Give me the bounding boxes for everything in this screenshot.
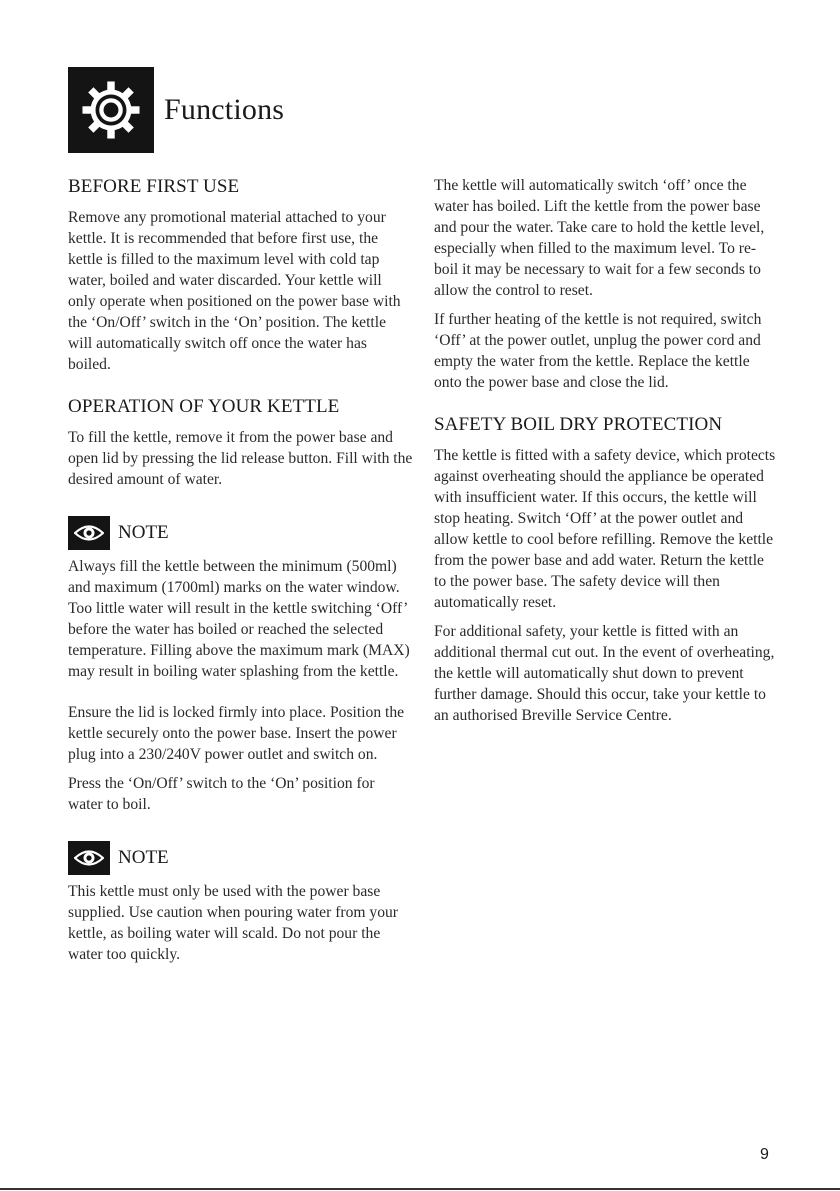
operation-text: To fill the kettle, remove it from the power base and open lid by pressing the lid release button. Fill with the desired amount of water. — [68, 429, 413, 488]
auto-switch-off-text: The kettle will automatically switch ‘off’ once the water has boiled. Lift the kettle from the power base and pour the water. Take care to hold the kettle level, especially when filled to the maximum level. To re-boil it may be necessary to wait for a few seconds to allow the control to reset. — [434, 177, 765, 299]
eye-icon — [74, 523, 104, 543]
gear-icon — [80, 79, 142, 141]
left-column — [68, 175, 413, 965]
footer-divider — [0, 1188, 840, 1190]
page-number: 9 — [760, 1146, 769, 1163]
functions-icon-box — [68, 67, 154, 153]
eye-icon — [74, 848, 104, 868]
lid-instructions-text: Ensure the lid is locked firmly into place. Position the kettle securely onto the power base. Insert the power plug into a 230/240V power outlet and switch on. — [68, 704, 405, 763]
note-text: This kettle must only be used with the power base supplied. Use caution when pouring water from your kettle, as boiling water will scald. Do not pour the water too quickly. — [68, 883, 398, 963]
note-title: NOTE — [118, 522, 169, 543]
before-first-use-text: Remove any promotional material attached to your kettle. It is recommended that before first use, the kettle is filled to the maximum level with cold tap water, boiled and water discarded. Your kettle will only operate when positioned on the power base with the ‘On/Off’ switch in the ‘On’ position. The kettle will automatically switch off once the water has boiled. — [68, 209, 401, 373]
note-header — [68, 516, 413, 550]
page-header — [68, 67, 284, 153]
note-text: Always fill the kettle between the minimum (500ml) and maximum (1700ml) marks on the water window. Too little water will result in the kettle switching ‘Off’ before the water has boiled or reached the selected temperature. Filling above the maximum mark (MAX) may result in boiling water splashing from the kettle. — [68, 558, 410, 680]
note-header — [68, 841, 413, 875]
before-first-use-heading: BEFORE FIRST USE — [68, 176, 240, 197]
note-icon-box — [68, 516, 110, 550]
further-heating-text: If further heating of the kettle is not required, switch ‘Off’ at the power outlet, unplug the power cord and empty the water from the kettle. Replace the kettle onto the power base and close the lid. — [434, 311, 762, 391]
note-icon-box — [68, 841, 110, 875]
press-switch-text: Press the ‘On/Off’ switch to the ‘On’ position for water to boil. — [68, 775, 375, 813]
right-column — [434, 175, 779, 726]
safety-boil-dry-heading: SAFETY BOIL DRY PROTECTION — [434, 414, 723, 435]
operation-heading: OPERATION OF YOUR KETTLE — [68, 396, 340, 417]
page-title: Functions — [164, 93, 285, 126]
safety-device-text: The kettle is fitted with a safety device, which protects against overheating should the appliance be operated with insufficient water. If this occurs, the kettle will stop heating. Switch ‘Off’ at the power outlet and allow kettle to cool before refilling. Remove the kettle from the power base and add water. Return the kettle to the power base. The safety device will then automatically reset. — [434, 447, 776, 611]
note-title: NOTE — [118, 847, 169, 868]
thermal-cutout-text: For additional safety, your kettle is fitted with an additional thermal cut out. In the event of overheating, the kettle will automatically shut down to prevent further damage. Should this occur, take your kettle to an authorised Breville Service Centre. — [434, 623, 775, 724]
